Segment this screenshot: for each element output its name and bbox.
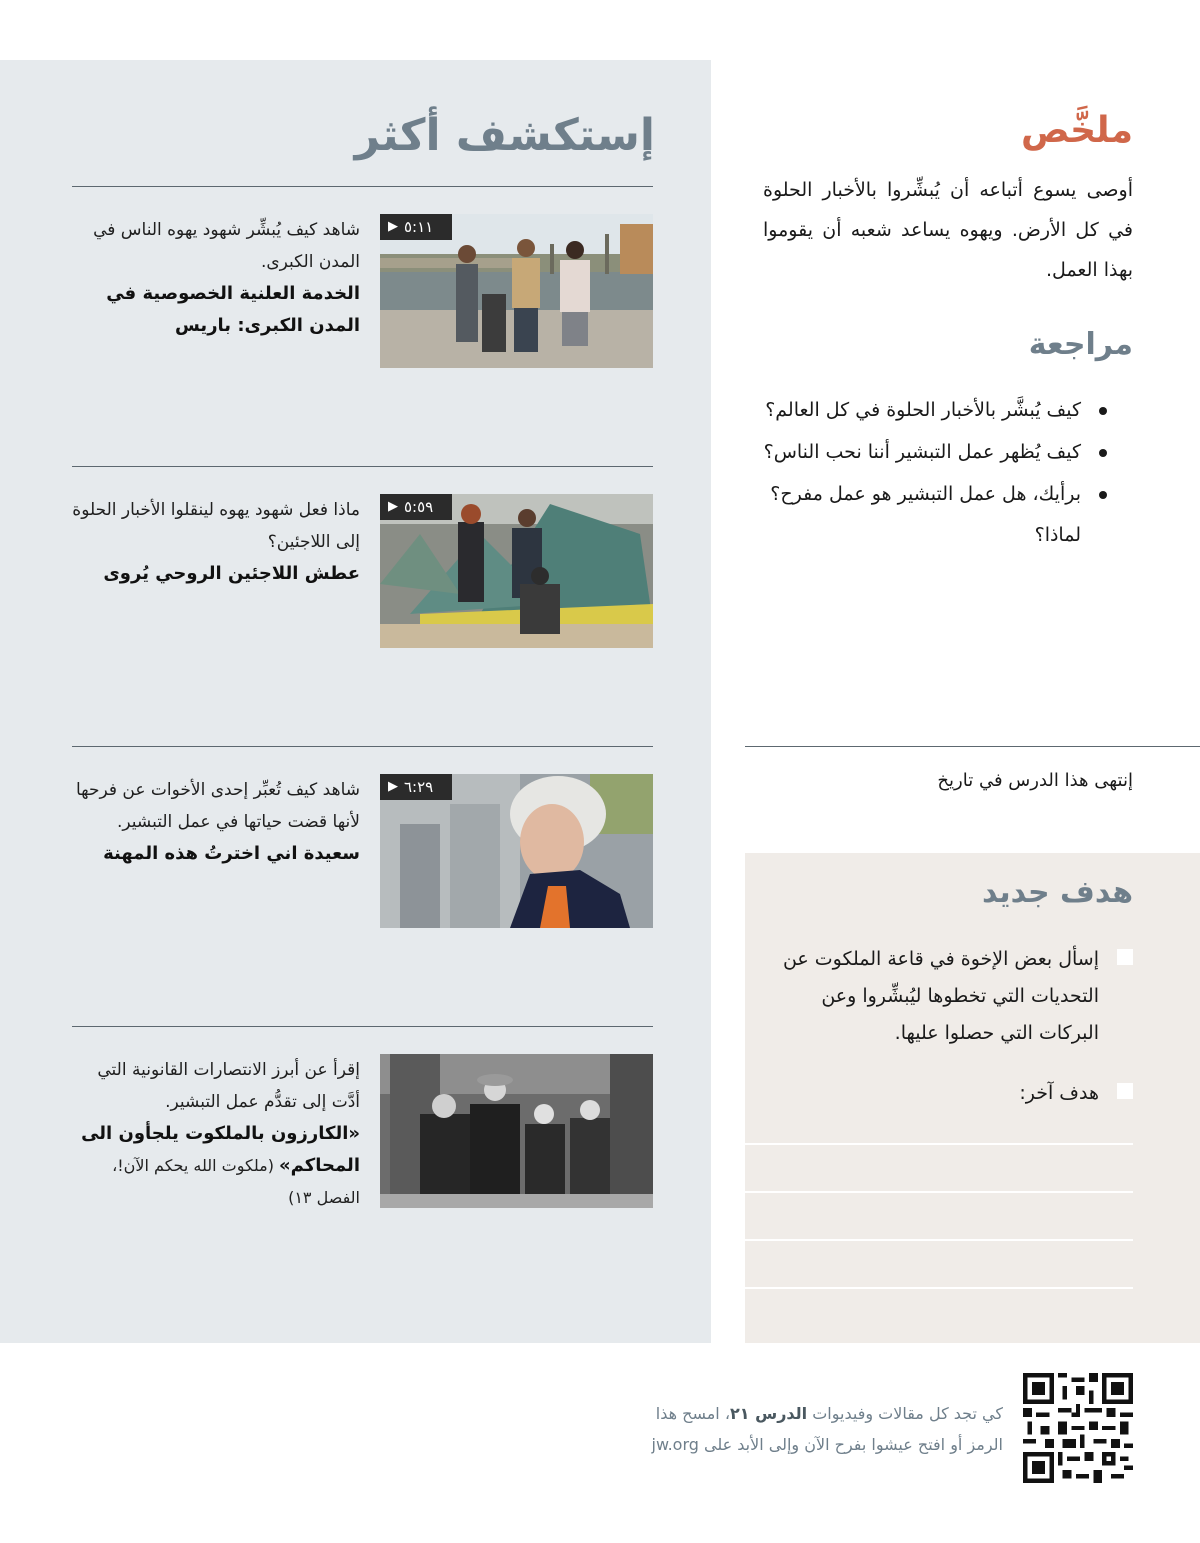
divider bbox=[72, 746, 653, 747]
explore-item-courts[interactable] bbox=[72, 1054, 653, 1214]
new-goal-panel bbox=[745, 853, 1200, 1343]
play-icon: ▶ bbox=[388, 779, 398, 794]
explore-more-panel bbox=[0, 60, 711, 1343]
lesson-completed-date-label[interactable]: إنتهى هذا الدرس في تاريخ bbox=[937, 770, 1133, 791]
bullet-icon bbox=[1099, 407, 1107, 415]
qr-code-icon[interactable] bbox=[1023, 1373, 1133, 1483]
explore-item-description: إقرأ عن أبرز الانتصارات القانونية التي أدَّت إلى تقدُّم عمل التبشير. bbox=[97, 1060, 360, 1112]
explore-item-link[interactable]: سعيدة اني اخترتُ هذه المهنة bbox=[103, 843, 360, 864]
goal-item[interactable] bbox=[773, 941, 1133, 1052]
review-question: كيف يُبشَّر بالأخبار الحلوة في كل العالم؟ bbox=[753, 390, 1133, 431]
review-question: كيف يُظهر عمل التبشير أننا نحب الناس؟ bbox=[753, 432, 1133, 473]
goal-item-text: إسأل بعض الإخوة في قاعة الملكوت عن التحديات التي تخطوها ليُبشِّروا وعن البركات التي حصلوا عليها. bbox=[782, 948, 1099, 1044]
divider bbox=[745, 746, 1200, 747]
video-thumbnail[interactable] bbox=[380, 774, 653, 928]
explore-item-refugees[interactable] bbox=[72, 494, 653, 654]
video-duration-badge: ▶ ٥:١١ bbox=[380, 214, 452, 240]
explore-item-description: شاهد كيف يُبشِّر شهود يهوه الناس في المدن الكبرى. bbox=[93, 220, 360, 272]
video-thumbnail[interactable] bbox=[380, 214, 653, 368]
divider bbox=[72, 186, 653, 187]
explore-item-text bbox=[72, 214, 360, 342]
review-question: برأيك، هل عمل التبشير هو عمل مفرح؟ لماذا؟ bbox=[753, 474, 1133, 556]
writing-line[interactable] bbox=[745, 1143, 1133, 1145]
explore-item-link[interactable]: «الكارزون بالملكوت يلجأون الى المحاكم» bbox=[81, 1123, 360, 1176]
goal-item-text: هدف آخر: bbox=[1019, 1082, 1099, 1104]
divider bbox=[72, 466, 653, 467]
review-title: مراجعة bbox=[1028, 327, 1133, 362]
review-questions bbox=[753, 390, 1133, 557]
writing-line[interactable] bbox=[745, 1287, 1133, 1289]
explore-item-text bbox=[72, 494, 360, 590]
play-icon: ▶ bbox=[388, 219, 398, 234]
video-thumbnail[interactable] bbox=[380, 494, 653, 648]
video-duration-badge: ▶ ٦:٢٩ bbox=[380, 774, 452, 800]
writing-line[interactable] bbox=[745, 1191, 1133, 1193]
explore-more-title: إستكشف أكثر bbox=[354, 110, 655, 161]
explore-item-sister[interactable] bbox=[72, 774, 653, 934]
bullet-icon bbox=[1099, 449, 1107, 457]
explore-item-description: شاهد كيف تُعبِّر إحدى الأخوات عن فرحها لأنها قضت حياتها في عمل التبشير. bbox=[75, 780, 360, 832]
play-icon: ▶ bbox=[388, 499, 398, 514]
summary-text: أوصى يسوع أتباعه أن يُبشِّروا بالأخبار الحلوة في كل الأرض. ويهوه يساعد شعبه أن يقوموا بهذا العمل. bbox=[763, 179, 1133, 281]
new-goal-title: هدف جديد bbox=[982, 875, 1133, 910]
goal-item-other[interactable] bbox=[773, 1075, 1133, 1112]
video-duration-badge: ▶ ٥:٥٩ bbox=[380, 494, 452, 520]
historical-photo-image bbox=[380, 1054, 653, 1208]
explore-item-description: ماذا فعل شهود يهوه لينقلوا الأخبار الحلوة إلى اللاجئين؟ bbox=[72, 500, 360, 552]
explore-item-text bbox=[72, 774, 360, 870]
explore-item-paris[interactable] bbox=[72, 214, 653, 374]
article-thumbnail[interactable] bbox=[380, 1054, 653, 1208]
divider bbox=[72, 1026, 653, 1027]
checkbox-icon[interactable] bbox=[1117, 949, 1133, 965]
bullet-icon bbox=[1099, 491, 1107, 499]
explore-item-link[interactable]: الخدمة العلنية الخصوصية في المدن الكبرى: باريس bbox=[106, 283, 360, 336]
explore-item-link[interactable]: عطش اللاجئين الروحي يُروى bbox=[103, 563, 360, 584]
explore-item-text bbox=[72, 1054, 360, 1214]
footer-instructions: كي تجد كل مقالات وفيديوات الدرس ٢١، امسح هذا الرمز أو افتح عيشوا بفرح الآن وإلى الأبد على jw.org bbox=[651, 1404, 1003, 1454]
summary-title: ملخَّص bbox=[1020, 110, 1133, 151]
checkbox-icon[interactable] bbox=[1117, 1083, 1133, 1099]
explore-item-citation: (ملكوت الله يحكم الآن!، الفصل ١٣) bbox=[112, 1156, 360, 1207]
lesson-number: الدرس ٢١ bbox=[730, 1404, 808, 1423]
writing-line[interactable] bbox=[745, 1239, 1133, 1241]
